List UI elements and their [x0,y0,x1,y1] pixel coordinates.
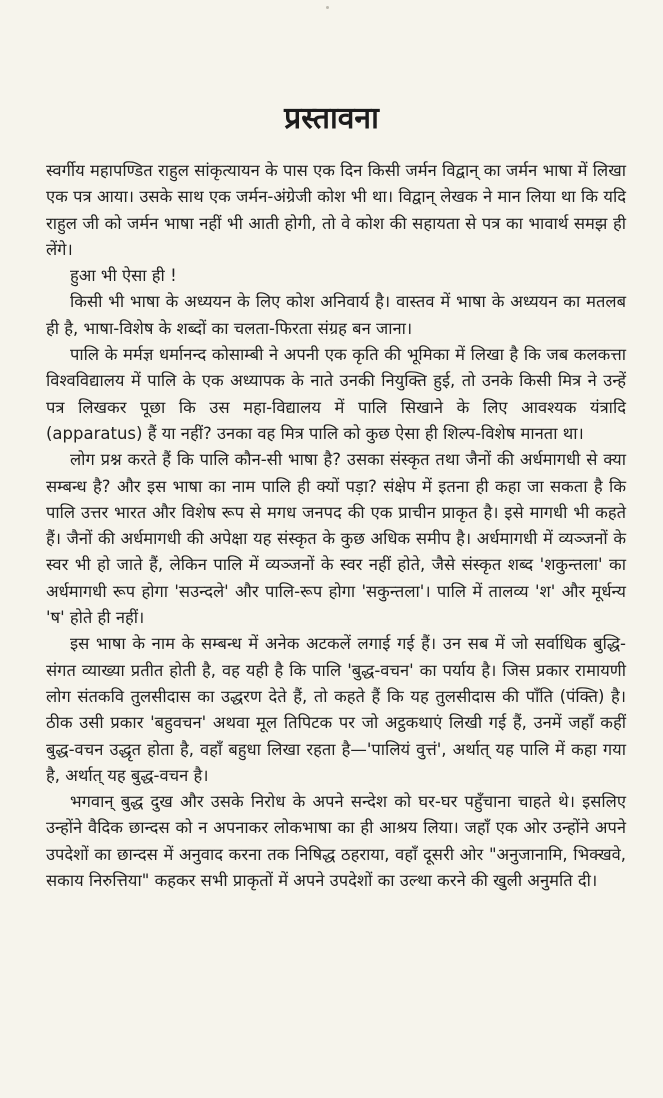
paragraph-4: पालि के मर्मज्ञ धर्मानन्द कोसाम्बी ने अपनी एक कृति की भूमिका में लिखा है कि जब कलकत्ता विश्वविद्यालय में पालि के एक अध्यापक के नाते उनकी नियुक्ति हुई, तो उनके किसी मित्र ने उन्हें पत्र लिखकर पूछा कि उस महा-विद्यालय में पालि सिखाने के लिए आवश्यक यंत्रादि (apparatus) हैं या नहीं? उनका वह मित्र पालि को कुछ ऐसा ही शिल्प-विशेष मानता था। [46,345,626,443]
paragraph-6: इस भाषा के नाम के सम्बन्ध में अनेक अटकलें लगाई गई हैं। उन सब में जो सर्वाधिक बुद्धि-संगत व्याख्या प्रतीत होती है, वह यही है कि पालि 'बुद्ध-वचन' का पर्याय है। जिस प्रकार रामायणी लोग संतकवि तुलसीदास का उद्धरण देते हैं, तो कहते हैं कि यह तुलसीदास की पाँति (पंक्ति) है। ठीक उसी प्रकार 'बहुवचन' अथवा मूल तिपिटक पर जो अट्ठकथाएं लिखी गई हैं, उनमें जहाँ कहीं बुद्ध-वचन उद्धृत होता है, वहाँ बहुधा लिखा रहता है—'पालियं वुत्तं', अर्थात् यह पालि में कहा गया है, अर्थात् यह बुद्ध-वचन है। [46,634,626,785]
page-title: प्रस्तावना [284,101,379,136]
paragraph-1: स्वर्गीय महापण्डित राहुल सांकृत्यायन के पास एक दिन किसी जर्मन विद्वान् का जर्मन भाषा में लिखा एक पत्र आया। उसके साथ एक जर्मन-अंग्रेजी कोश भी था। विद्वान् लेखक ने मान लिया था कि यदि राहुल जी को जर्मन भाषा नहीं भी आती होगी, तो वे कोश की सहायता से पत्र का भावार्थ समझ ही लेंगे। [46,161,626,259]
paragraph-2: हुआ भी ऐसा ही ! [70,266,177,286]
paper-speck [326,6,329,9]
paragraph-3: किसी भी भाषा के अध्ययन के लिए कोश अनिवार्य है। वास्तव में भाषा के अध्ययन का मतलब ही है, भाषा-विशेष के शब्दों का चलता-फिरता संग्रह बन जाना। [46,292,626,338]
body-text [46,158,626,894]
paragraph-5: लोग प्रश्न करते हैं कि पालि कौन-सी भाषा है? उसका संस्कृत तथा जैनों की अर्धमागधी से क्या सम्बन्ध है? और इस भाषा का नाम पालि ही क्यों पड़ा? संक्षेप में इतना ही कहा जा सकता है कि पालि उत्तर भारत और विशेष रूप से मगध जनपद की एक प्राचीन प्राकृत है। इसे मागधी भी कहते हैं। जैनों की अर्धमागधी की अपेक्षा यह संस्कृत के कुछ अधिक समीप है। अर्धमागधी में व्यञ्जनों के स्वर भी हो जाते हैं, लेकिन पालि में व्यञ्जनों के स्वर नहीं होते, जैसे संस्कृत शब्द 'शकुन्तला' का अर्धमागधी रूप होगा 'सउन्दले' और पालि-रूप होगा 'सकुन्तला'। पालि में तालव्य 'श' और मूर्धन्य 'ष' होते ही नहीं। [46,450,626,628]
paragraph-7: भगवान् बुद्ध दुख और उसके निरोध के अपने सन्देश को घर-घर पहुँचाना चाहते थे। इसलिए उन्होंने वैदिक छान्दस को न अपनाकर लोकभाषा का ही आश्रय लिया। जहाँ एक ओर उन्होंने अपने उपदेशों का छान्दस में अनुवाद करना तक निषिद्ध ठहराया, वहाँ दूसरी ओर "अनुजानामि, भिक्खवे, सकाय निरुत्तिया" कहकर सभी प्राकृतों में अपने उपदेशों का उल्था करने की खुली अनुमति दी। [46,792,626,891]
